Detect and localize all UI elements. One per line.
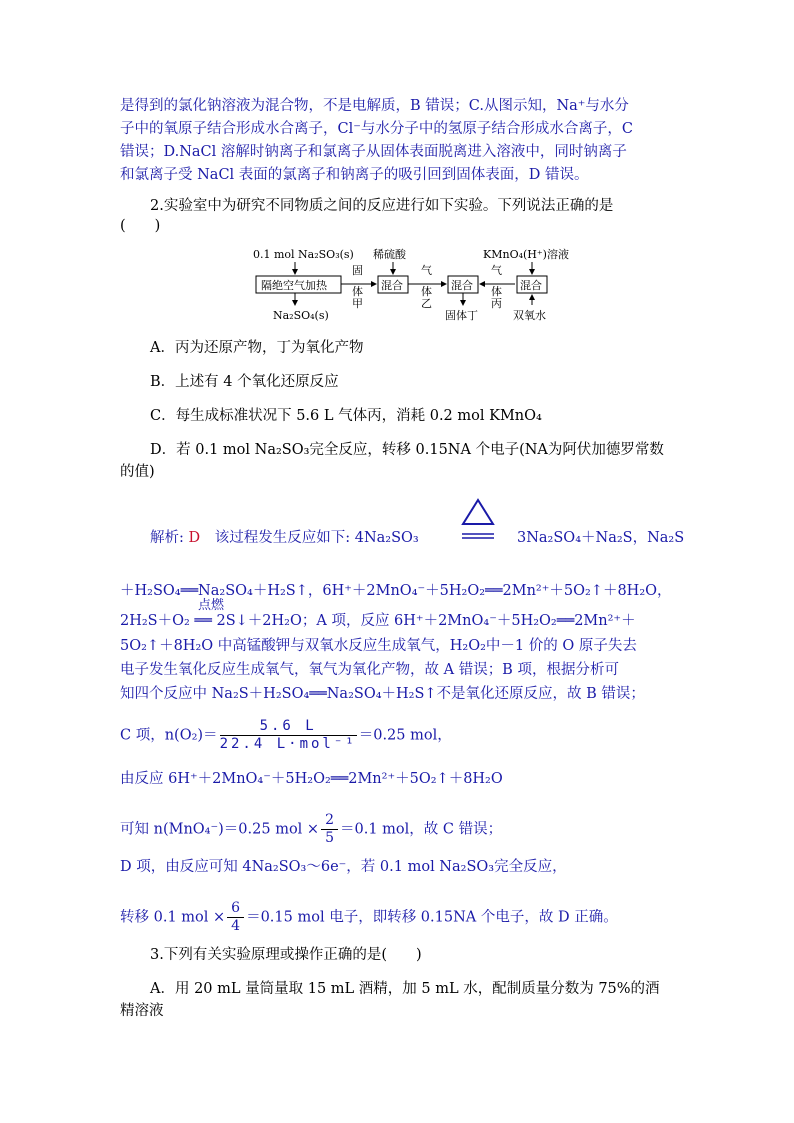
solution-c-result: ＝0.25 mol，	[358, 727, 452, 744]
diagram-start-label: 0.1 mol Na₂SO₃(s)	[253, 248, 354, 261]
diagram-gas-b-1: 气	[421, 264, 432, 277]
solution-c3-result: ＝0.1 mol，故 C 错误；	[340, 821, 503, 838]
intro-line-2: 子中的氧原子结合形成水合离子，Cl⁻与水分子中的氢原子结合形成水合离子，C	[120, 121, 633, 137]
solution-d-line1: D 项，由反应可知 4Na₂SO₃～6e⁻，若 0.1 mol Na₂SO₃完全反应，	[120, 859, 567, 875]
fraction-numerator: 5.6 L	[220, 718, 357, 736]
solution-reaction-2: ＋H₂SO₄══Na₂SO₄＋H₂S↑，6H⁺＋2MnO₄⁻＋5H₂O₂══2Mn²⁺＋5O₂↑＋8H₂O，	[120, 583, 672, 599]
diagram-gas-b-2: 体	[421, 285, 432, 298]
fraction-numerator: 2	[321, 812, 338, 830]
solution-c3-prefix: 可知 n(MnO₄⁻)＝0.25 mol ×	[120, 821, 320, 838]
solution-c-prefix: C 项，n(O₂)＝	[120, 727, 218, 744]
diagram-acid-label: 稀硫酸	[373, 248, 406, 261]
fraction-denominator: 22.4 L·mol⁻¹	[219, 736, 357, 752]
heating-triangle-icon	[460, 498, 496, 544]
solution-c-mno4	[120, 812, 502, 847]
q2-option-d-line2: 的值)	[120, 464, 155, 480]
solution-d2-prefix: 转移 0.1 mol ×	[120, 909, 226, 926]
diagram-box-mix-1-label: 混合	[381, 279, 403, 292]
solution-intro-products: 3Na₂SO₄＋Na₂S，Na₂S	[517, 530, 685, 546]
intro-line-1: 是得到的氯化钠溶液为混合物，不是电解质，B 错误；C.从图示知，Na⁺与水分	[120, 98, 629, 114]
intro-line-3: 错误；D.NaCl 溶解时钠离子和氯离子从固体表面脱离进入溶液中，同时钠离子	[120, 144, 627, 160]
q3-option-a-line1: A．用 20 mL 量筒量取 15 mL 酒精，加 5 mL 水，配制质量分数为 75%的酒	[150, 981, 660, 997]
solution-ignite-condition: 点燃	[198, 598, 225, 613]
q2-option-a: A．丙为还原产物，丁为氧化产物	[150, 340, 364, 356]
fraction-denominator: 5	[325, 830, 334, 846]
solution-line-4: 5O₂↑＋8H₂O 中高锰酸钾与双氧水反应生成氧气，H₂O₂中－1 价的 O 原子失去	[120, 638, 637, 654]
diagram-solid-a-2: 体	[352, 285, 363, 298]
diagram-kmno4-label: KMnO₄(H⁺)溶液	[483, 248, 569, 261]
fraction-denominator: 4	[231, 918, 241, 934]
fraction-six-fourths	[227, 900, 244, 935]
diagram-gas-c-2: 体	[491, 285, 502, 298]
reaction-flow-diagram	[253, 247, 573, 325]
solution-c-reaction: 由反应 6H⁺＋2MnO₄⁻＋5H₂O₂══2Mn²⁺＋5O₂↑＋8H₂O	[120, 771, 503, 787]
solution-c-calc	[120, 718, 452, 753]
diagram-solid-a-1: 固	[352, 264, 363, 277]
diagram-box-mix-3-label: 混合	[520, 279, 542, 292]
solution-answer: D	[188, 530, 201, 546]
q3-option-a-line2: 精溶液	[120, 1003, 164, 1019]
diagram-box-heat-label: 隔绝空气加热	[261, 279, 327, 292]
diagram-solid-d-label: 固体丁	[445, 309, 478, 322]
fraction-volume-over-molar	[220, 718, 357, 753]
q2-stem: 2.实验室中为研究不同物质之间的反应进行如下实验。下列说法正确的是	[150, 198, 614, 214]
solution-d2-result: ＝0.15 mol 电子，即转移 0.15NA 个电子，故 D 正确。	[246, 909, 618, 926]
solution-intro-text: 该过程发生反应如下: 4Na₂SO₃	[214, 530, 419, 546]
solution-d-line2	[120, 900, 618, 935]
diagram-solid-a-3: 甲	[352, 297, 363, 310]
solution-line-6: 知四个反应中 Na₂S＋H₂SO₄══Na₂SO₄＋H₂S↑不是氧化还原反应，故 B 错误；	[120, 686, 645, 702]
diagram-box-mix-2-label: 混合	[451, 279, 473, 292]
fraction-two-fifths	[321, 812, 338, 847]
q2-answer-paren: ( )	[120, 218, 161, 234]
fraction-numerator: 6	[227, 900, 244, 918]
q3-stem: 3.下列有关实验原理或操作正确的是( )	[150, 947, 422, 963]
solution-intro-line	[150, 528, 419, 548]
diagram-bottom-product: Na₂SO₄(s)	[273, 309, 329, 322]
diagram-gas-c-1: 气	[491, 264, 502, 277]
q2-option-c: C．每生成标准状况下 5.6 L 气体丙，消耗 0.2 mol KMnO₄	[150, 408, 542, 424]
solution-label: 解析:	[150, 530, 184, 546]
solution-reaction-3: 2H₂S＋O₂ ══ 2S↓＋2H₂O；A 项，反应 6H⁺＋2MnO₄⁻＋5H₂O₂══2Mn²⁺＋	[120, 613, 636, 629]
diagram-gas-b-3: 乙	[421, 297, 432, 310]
q2-option-b: B．上述有 4 个氧化还原反应	[150, 374, 339, 390]
diagram-gas-c-3: 丙	[491, 297, 502, 310]
q2-option-d-line1: D．若 0.1 mol Na₂SO₃完全反应，转移 0.15NA 个电子(NA为阿伏加德罗常数	[150, 442, 664, 458]
solution-line-5: 电子发生氧化反应生成氧气，氧气为氧化产物，故 A 错误；B 项，根据分析可	[120, 662, 619, 678]
diagram-h2o2-label: 双氧水	[513, 309, 546, 322]
intro-line-4: 和氯离子受 NaCl 表面的氯离子和钠离子的吸引回到固体表面，D 错误。	[120, 167, 589, 183]
